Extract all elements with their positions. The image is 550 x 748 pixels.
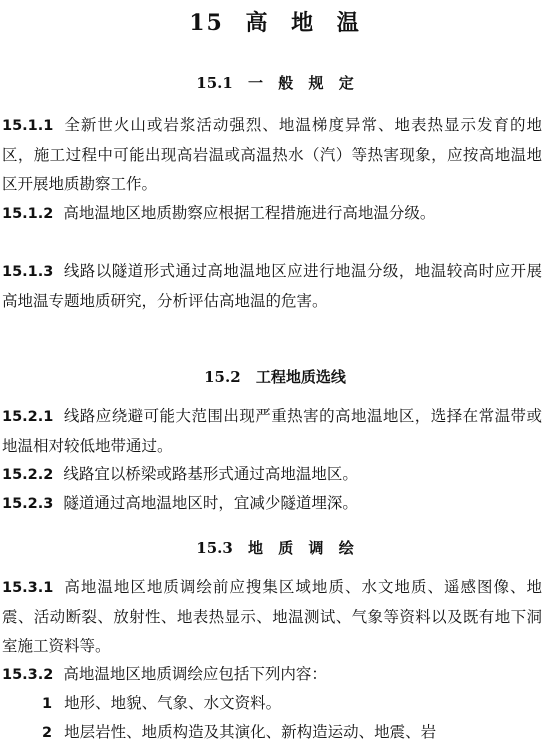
clause-text: 线路宜以桥梁或路基形式通过高地温地区。	[63, 465, 358, 483]
clause-number: 15.3.2	[2, 667, 54, 683]
clause-15-2-3	[2, 489, 542, 519]
clause-number: 15.2.1	[2, 409, 54, 425]
clause-text: 高地温地区地质调绘前应搜集区域地质、水文地质、遥感图像、地震、活动断裂、放射性、地表热显示、地温测试、气象等资料以及既有地下洞室施工资料等。	[2, 578, 542, 655]
clause-text: 线路以隧道形式通过高地温地区应进行地温分级，地温较高时应开展高地温专题地质研究，分析评估高地温的危害。	[2, 262, 542, 310]
clause-15-1-2	[2, 199, 542, 229]
list-item-1	[42, 689, 542, 719]
clause-15-1-1	[2, 111, 542, 199]
clause-number: 15.2.3	[2, 496, 54, 512]
clause-text: 全新世火山或岩浆活动强烈、地温梯度异常、地表热显示发育的地区，施工过程中可能出现高岩温或高温热水（汽）等热害现象，应按高地温地区开展地质勘察工作。	[2, 116, 542, 193]
clause-number: 15.2.2	[2, 467, 54, 483]
clause-15-1-3	[2, 257, 542, 316]
clause-text: 线路应绕避可能大范围出现严重热害的高地温地区，选择在常温带或地温相对较低地带通过。	[2, 407, 542, 455]
section-title-15-2: 15.2 工程地质选线	[204, 368, 346, 386]
clause-15-2-2	[2, 460, 542, 490]
section-title-15-1: 15.1 一 般 规 定	[196, 74, 354, 92]
clause-15-2-1	[2, 402, 542, 461]
section-title-15-3: 15.3 地 质 调 绘	[196, 539, 354, 557]
clause-number: 15.1.1	[2, 118, 54, 134]
list-item-number: 1	[42, 696, 53, 712]
clause-text: 高地温地区地质调绘应包括下列内容：	[63, 665, 327, 683]
clause-15-3-1	[2, 573, 542, 661]
list-item-number: 2	[42, 725, 53, 741]
list-item-text: 地层岩性、地质构造及其演化、新构造运动、地震、岩	[64, 723, 437, 741]
clause-number: 15.1.2	[2, 206, 54, 222]
chapter-title: 15 高 地 温	[189, 10, 361, 36]
clause-text: 隧道通过高地温地区时，宜减少隧道埋深。	[63, 494, 358, 512]
clause-15-3-2	[2, 660, 542, 690]
clause-number: 15.3.1	[2, 580, 54, 596]
list-item-text: 地形、地貌、气象、水文资料。	[64, 694, 282, 712]
list-item-2	[42, 718, 542, 748]
clause-text: 高地温地区地质勘察应根据工程措施进行高地温分级。	[63, 204, 436, 222]
clause-number: 15.1.3	[2, 264, 54, 280]
